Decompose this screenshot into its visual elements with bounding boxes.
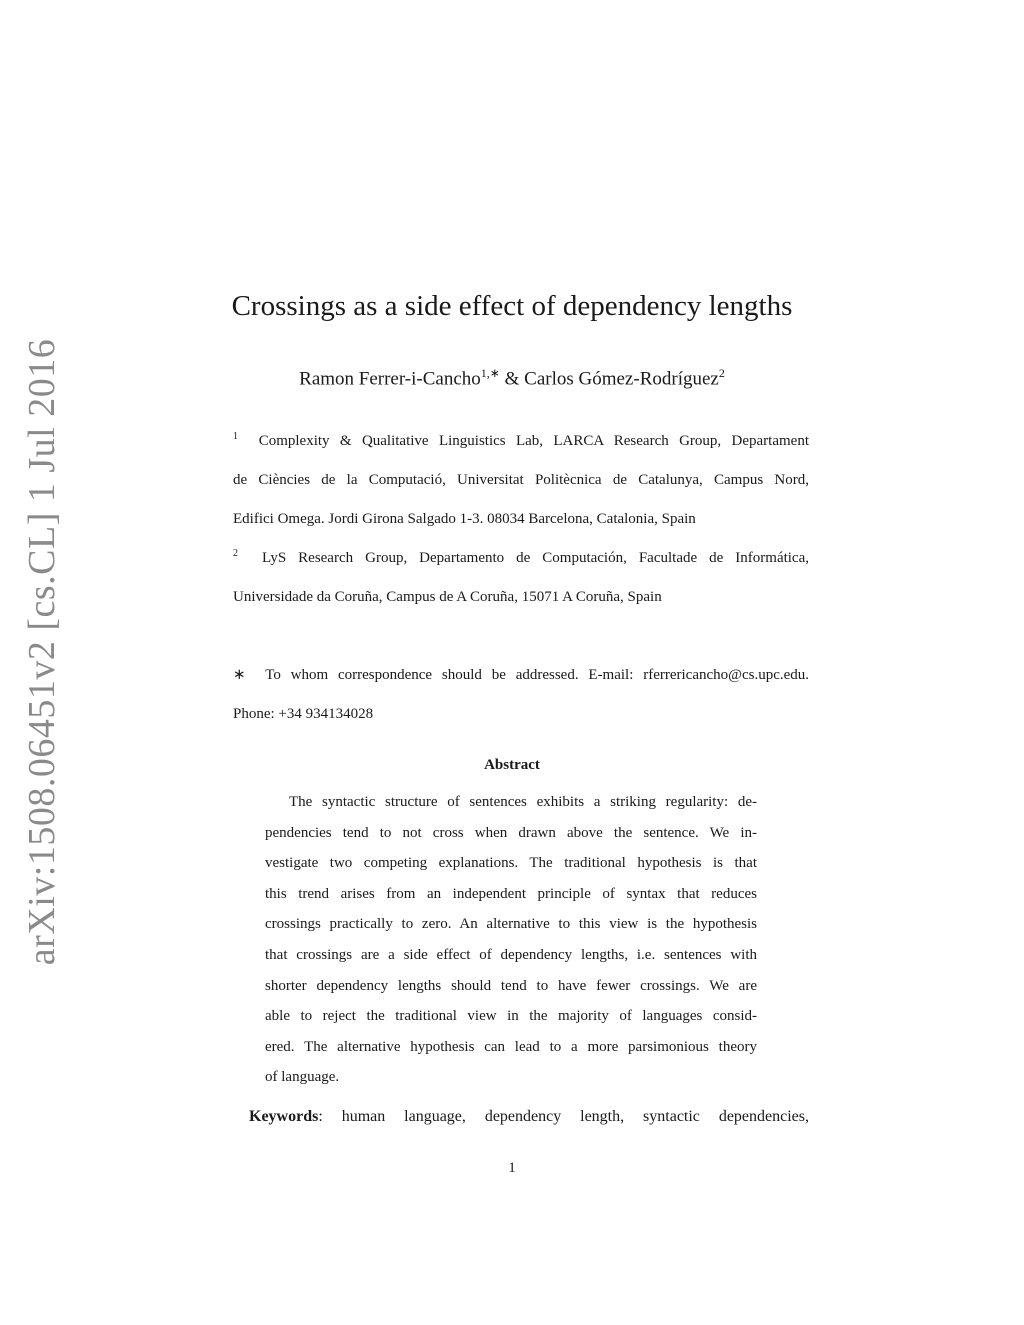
correspondence-mark: ∗ — [233, 667, 246, 683]
affiliation-1-line: $^1$ Complexity & Qualitative Linguistics Lab, LARCA Research Group, Departament — [233, 431, 809, 449]
abstract-line: pendencies tend to not cross when drawn above the sentence. We in- — [265, 824, 757, 841]
arxiv-identifier-stamp — [0, 0, 80, 1325]
correspondence-phone: Phone: +34 934134028 — [233, 706, 374, 722]
author-1-name: Ramon Ferrer-i-Cancho — [299, 368, 481, 390]
abstract-line: of language. — [265, 1069, 340, 1086]
author-2-affil-marks: 2 — [718, 366, 725, 380]
keywords-text: : human language, dependency length, syntactic dependencies, — [318, 1108, 809, 1125]
abstract-line: ered. The alternative hypothesis can lead to a more parsimonious theory — [265, 1038, 757, 1055]
arxiv-identifier-text: arXiv:1508.06451v2 [cs.CL] 1 Jul 2016 — [21, 338, 63, 966]
abstract-line: shorter dependency lengths should tend to have fewer crossings. We are — [265, 977, 757, 994]
affiliation-1-line: de Ciències de la Computació, Universitat Politècnica de Catalunya, Campus Nord, — [233, 472, 809, 488]
correspondence-note — [233, 656, 809, 734]
affiliation-1-mark: 1 — [233, 431, 238, 442]
keywords-line — [249, 1108, 809, 1126]
abstract-heading: Abstract — [484, 757, 540, 773]
abstract-line: able to reject the traditional view in the majority of languages consid- — [265, 1008, 757, 1025]
abstract-body — [265, 787, 757, 1093]
affiliation-2 — [233, 539, 809, 617]
abstract-line: The syntactic structure of sentences exhibits a striking regularity: de- — [289, 794, 757, 810]
affiliation-2-line: $^2$ LyS Research Group, Departamento de Computación, Facultade de Informática, — [233, 548, 810, 566]
author-line — [0, 366, 1024, 390]
keywords-label: Keywords — [249, 1108, 319, 1125]
abstract-line: crossings practically to zero. An alternative to this view is the hypothesis — [265, 916, 757, 933]
affiliation-2-line: Universidade da Coruña, Campus de A Coruña, 15071 A Coruña, Spain — [233, 589, 662, 605]
affiliation-1-line: Edifici Omega. Jordi Girona Salgado 1-3. 08034 Barcelona, Catalonia, Spain — [233, 511, 696, 527]
affiliation-2-mark: 2 — [233, 548, 238, 559]
author-1-affil-marks: 1,∗ — [480, 366, 500, 380]
abstract-line: that crossings are a side effect of dependency lengths, i.e. sentences with — [265, 946, 757, 963]
author-2-name: Carlos Gómez-Rodríguez — [524, 368, 719, 390]
abstract-line: this trend arises from an independent principle of syntax that reduces — [265, 885, 757, 902]
affiliation-1 — [233, 422, 809, 539]
correspondence-line: ∗ To whom correspondence should be addressed. E-mail: rferrericancho@cs.upc.edu. — [233, 667, 810, 683]
abstract-line: vestigate two competing explanations. The traditional hypothesis is that — [265, 855, 757, 872]
page-number: 1 — [508, 1160, 516, 1176]
author-separator: & — [499, 368, 525, 390]
paper-title: Crossings as a side effect of dependency lengths — [231, 290, 793, 322]
